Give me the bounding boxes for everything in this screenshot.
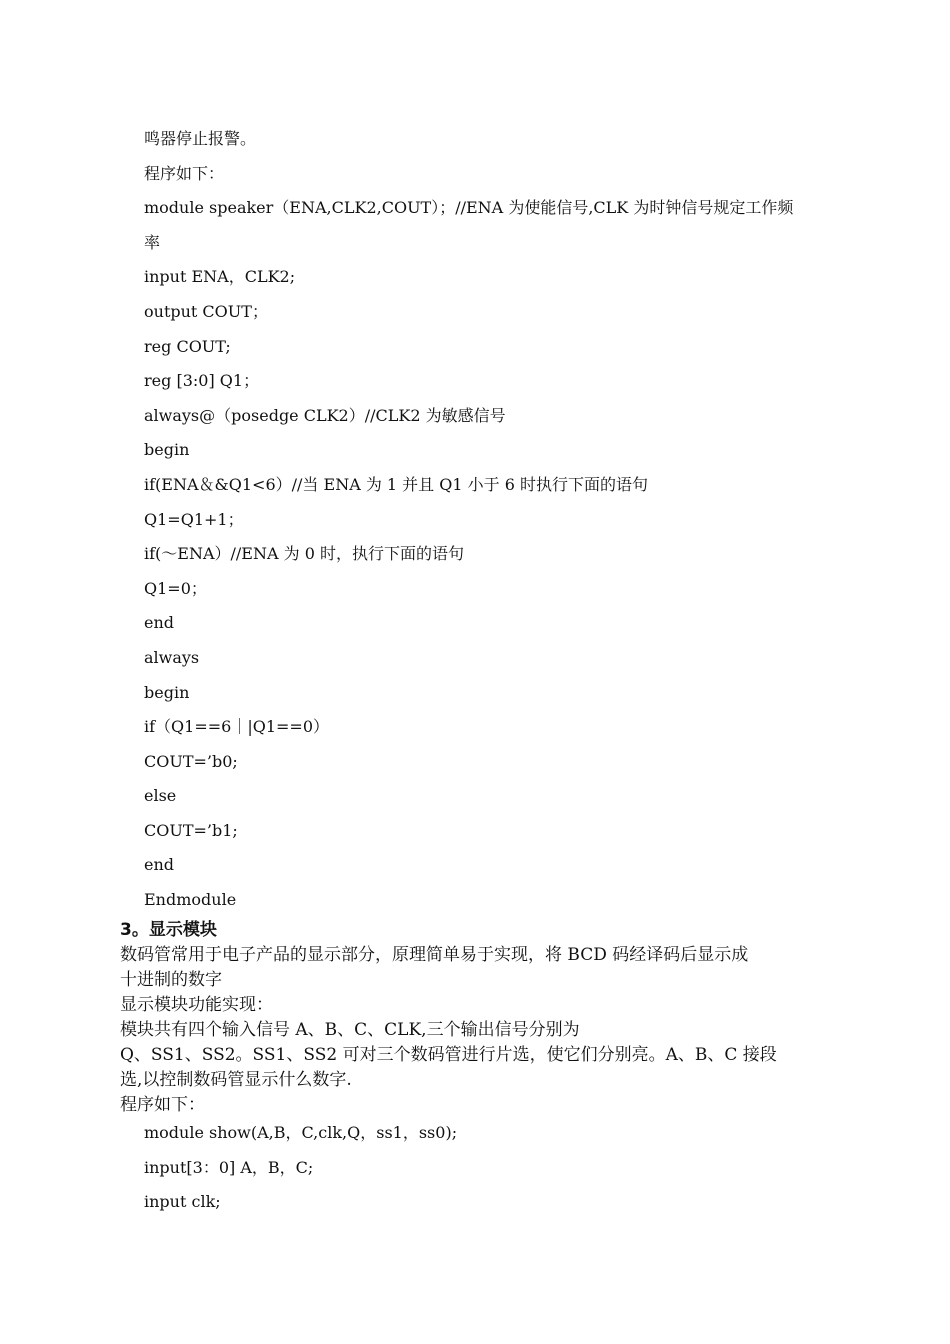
paragraph-line: 十进制的数字: [120, 970, 222, 990]
paragraph-line: 模块共有四个输入信号 A、B、C、CLK,三个输出信号分别为: [120, 1020, 580, 1040]
code-line: begin: [144, 440, 190, 460]
code-line: begin: [144, 682, 190, 702]
code-line: module show(A,B，C,clk,Q，ss1，ss0);: [144, 1123, 458, 1142]
text-line: 程序如下：: [144, 163, 225, 183]
code-line: always@（posedge CLK2）//CLK2 为敏感信号: [144, 405, 506, 425]
paragraph-line: 显示模块功能实现：: [120, 995, 273, 1015]
code-line: if(ENA＆&Q1<6）//当 ENA 为 1 并且 Q1 小于 6 时执行下面的语句: [144, 474, 649, 494]
code-line: COUT=’b0;: [144, 751, 238, 771]
code-line: COUT=’b1;: [144, 820, 238, 840]
code-line: reg COUT;: [144, 336, 231, 356]
code-line: input[3：0] A，B，C;: [144, 1157, 314, 1177]
code-line: end: [144, 613, 175, 633]
code-line: 率: [144, 232, 161, 252]
code-line: if（Q1==6｜|Q1==0）: [144, 717, 330, 737]
code-line: end: [144, 855, 175, 875]
code-line: always: [144, 647, 200, 667]
code-line: module speaker（ENA,CLK2,COUT）；//ENA 为使能信号,CLK 为时钟信号规定工作频: [144, 198, 794, 218]
code-line: Q1=0；: [144, 578, 207, 598]
speaker-module-code: [144, 122, 824, 918]
paragraph-line: 数码管常用于电子产品的显示部分，原理简单易于实现，将 BCD 码经译码后显示成: [120, 945, 749, 965]
paragraph-line: 选,以控制数码管显示什么数字.: [120, 1070, 352, 1090]
text-line: 鸣器停止报警。: [144, 129, 257, 148]
code-line: Q1=Q1+1；: [144, 509, 244, 529]
display-module-section: [120, 918, 820, 1118]
code-line: output COUT；: [144, 301, 268, 321]
code-line: if(～ENA）//ENA 为 0 时，执行下面的语句: [144, 544, 464, 564]
code-line: input ENA，CLK2;: [144, 267, 296, 287]
show-module-code: [144, 1116, 824, 1220]
code-line: input clk;: [144, 1192, 221, 1212]
paragraph-line: Q、SS1、SS2。SS1、SS2 可对三个数码管进行片选，使它们分别亮。A、B、C 接段: [120, 1045, 777, 1065]
code-line: reg [3:0] Q1；: [144, 371, 260, 391]
code-line: else: [144, 786, 177, 806]
section-heading: 3。显示模块: [120, 920, 217, 940]
paragraph-line: 程序如下：: [120, 1095, 205, 1115]
code-line: Endmodule: [144, 890, 237, 910]
